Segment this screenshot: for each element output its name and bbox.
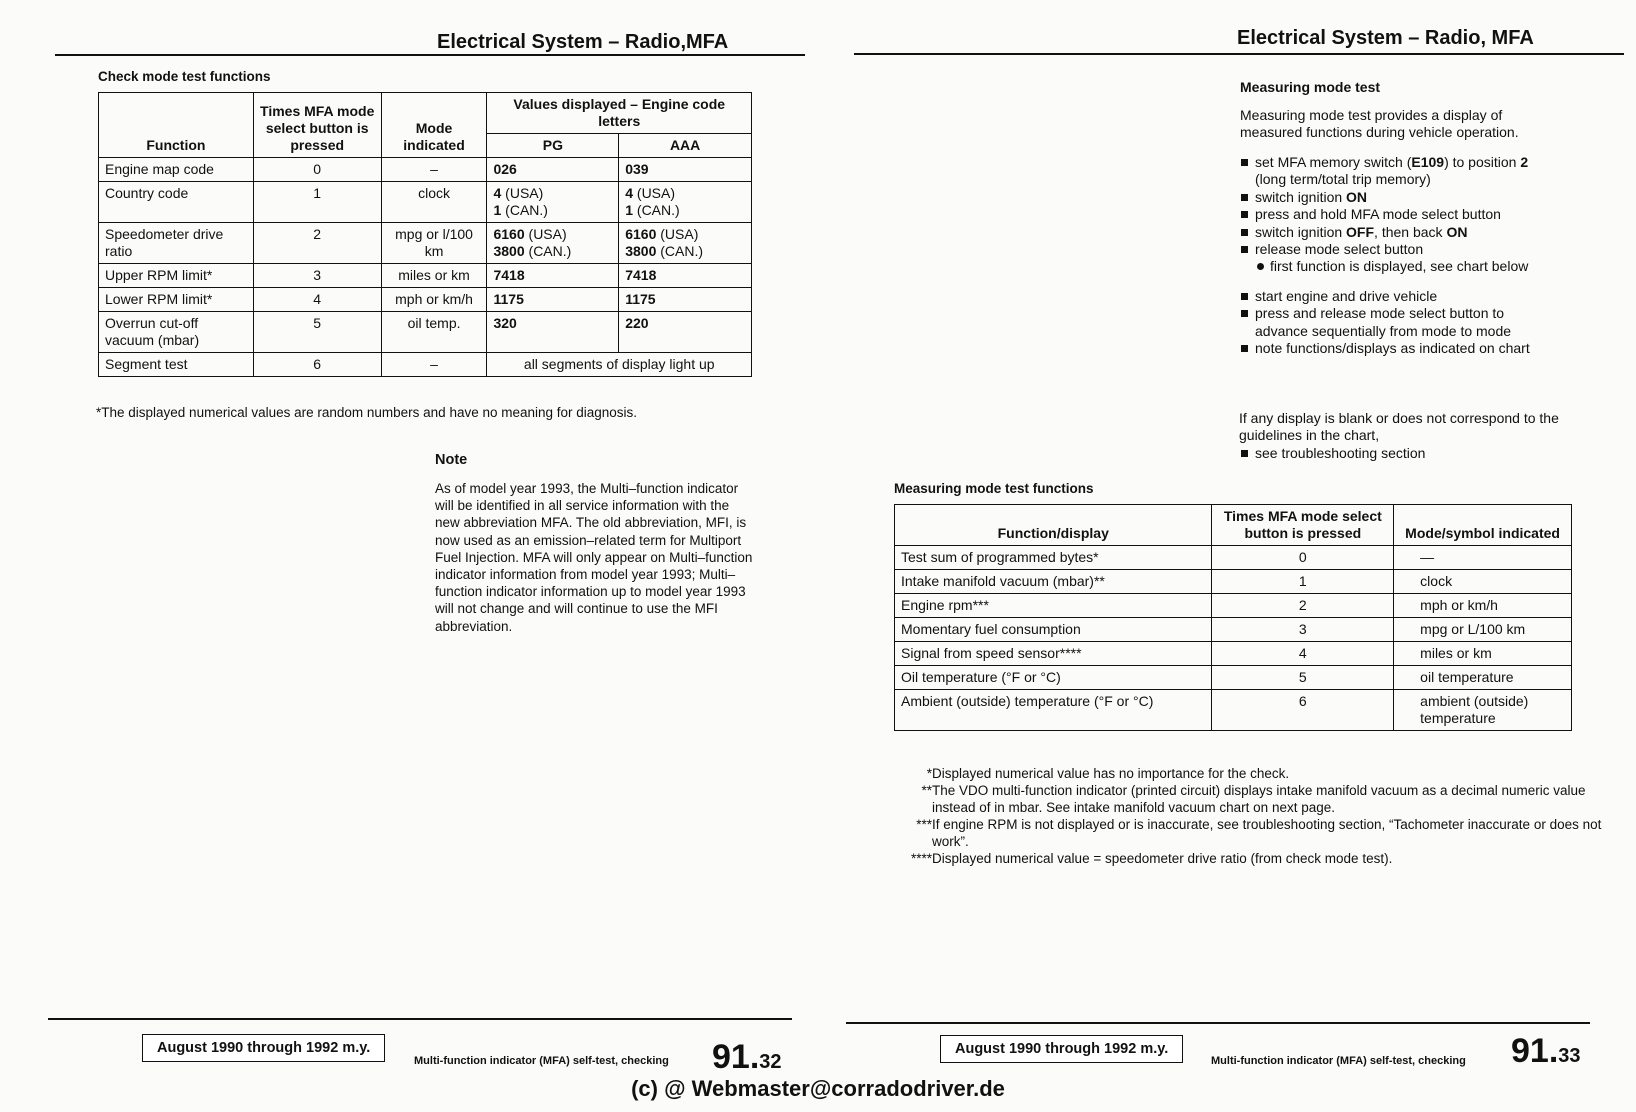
table-row [99, 158, 752, 182]
check-mode-footnote: *The displayed numerical values are random numbers and have no meaning for diagnosis. [96, 405, 638, 420]
step-bold: ON [1346, 188, 1368, 205]
cell-function: Country code [99, 182, 254, 223]
step-item [1240, 305, 1550, 340]
cell-mode: mph or km/h [1394, 594, 1572, 618]
cell-mode: mpg or L/100 km [1394, 618, 1572, 642]
cell-function: Upper RPM limit* [99, 264, 254, 288]
table-row [895, 546, 1572, 570]
right-date-box: August 1990 through 1992 m.y. [940, 1035, 1183, 1063]
cell-mode: mpg or l/100 km [381, 223, 487, 264]
table-row [895, 690, 1572, 731]
value-line [493, 185, 612, 202]
step-text: switch ignition [1255, 188, 1347, 205]
col-header-times: Times MFA mode select button is pressed [253, 93, 381, 158]
value-line [625, 226, 745, 243]
step-item [1240, 154, 1550, 189]
cell-mode: miles or km [381, 264, 487, 288]
value-line [625, 291, 745, 308]
cell-aaa-value [619, 158, 752, 182]
value-line [493, 243, 612, 260]
col-header-times: Times MFA mode select button is pressed [1212, 505, 1394, 546]
left-date-box: August 1990 through 1992 m.y. [142, 1034, 385, 1062]
table-row [895, 594, 1572, 618]
step-bold: 2 [1520, 154, 1529, 170]
cell-mode: ambient (outside) temperature [1394, 690, 1572, 731]
value-number: 026 [493, 161, 517, 177]
value-suffix: (USA) [656, 226, 699, 242]
footnote-text: Displayed numerical value = speedometer drive ratio (from check mode test). [932, 851, 1393, 866]
step-item [1240, 224, 1550, 241]
troubleshoot-list [1240, 445, 1540, 462]
table-row [99, 288, 752, 312]
table-header-row [99, 93, 752, 134]
table-row [895, 618, 1572, 642]
table-row [895, 570, 1572, 594]
step-item [1240, 206, 1550, 223]
cell-times: 5 [1212, 666, 1394, 690]
cell-times: 4 [1212, 642, 1394, 666]
cell-function: Momentary fuel consumption [895, 618, 1212, 642]
check-mode-table [98, 92, 752, 377]
right-footer-description: Multi-function indicator (MFA) self-test, checking [1211, 1055, 1466, 1067]
value-line [625, 185, 745, 202]
page-number-major: 91. [1511, 1032, 1559, 1070]
value-line [493, 315, 612, 332]
cell-mode: — [1394, 546, 1572, 570]
cell-times: 6 [253, 353, 381, 377]
page-number-minor: 33 [1558, 1045, 1581, 1067]
cell-function: Segment test [99, 353, 254, 377]
measuring-mode-table [894, 504, 1572, 731]
step-text: (long term/total trip memory) [1255, 171, 1431, 188]
cell-times: 1 [1212, 570, 1394, 594]
value-number: 7418 [493, 267, 525, 283]
left-footer-rule [48, 1018, 792, 1020]
value-suffix: (CAN.) [656, 243, 704, 259]
value-suffix: (USA) [633, 185, 676, 201]
table-row [99, 223, 752, 264]
table-row [99, 182, 752, 223]
cell-aaa-value [619, 312, 752, 353]
note-title: Note [435, 452, 468, 468]
cell-times: 0 [253, 158, 381, 182]
footnote-text: If engine RPM is not displayed or is inaccurate, see troubleshooting section, “Tachometer inaccurate or does not work”. [932, 817, 1602, 849]
step-text: set MFA memory switch ( [1255, 154, 1412, 170]
cell-mode: – [381, 353, 487, 377]
note-body: As of model year 1993, the Multi–function indicator will be identified in all service information with the new abbreviation MFA. The old abbreviation, MFI, is now used as an emission–related term for Multiport Fuel Injection. MFA will only appear on Multi–function indicator information from model year 1993; Multi–function indicator information up to model year 1993 will not change and will continue to use the MFI abbreviation. [435, 481, 753, 634]
cell-mode: miles or km [1394, 642, 1572, 666]
cell-pg-value [487, 182, 619, 223]
value-number: 7418 [625, 267, 657, 283]
cell-function: Engine map code [99, 158, 254, 182]
value-line [625, 161, 745, 178]
cell-mode: – [381, 158, 487, 182]
cell-times: 6 [1212, 690, 1394, 731]
footnote-item [888, 816, 1608, 850]
cell-function: Engine rpm*** [895, 594, 1212, 618]
value-line [493, 202, 612, 219]
cell-mode: oil temp. [381, 312, 487, 353]
col-header-function-display: Function/display [895, 505, 1212, 546]
cell-segment-value: all segments of display light up [487, 353, 752, 377]
cell-aaa-value [619, 288, 752, 312]
blank-display-paragraph: If any display is blank or does not correspond to the guidelines in the chart, [1239, 410, 1559, 444]
value-line [493, 291, 612, 308]
cell-times: 2 [253, 223, 381, 264]
value-number: 6160 [493, 226, 525, 242]
step-text: switch ignition [1255, 223, 1347, 240]
table-row [895, 666, 1572, 690]
value-number: 1 [625, 202, 634, 218]
footnote-text: The VDO multi-function indicator (printed circuit) displays intake manifold vacuum as a decimal numeric value instead of in mbar. See intake manifold vacuum chart on next page. [932, 783, 1586, 815]
measuring-mode-intro: Measuring mode test provides a display of measured functions during vehicle operation. [1240, 107, 1519, 141]
troubleshoot-item: see troubleshooting section [1240, 445, 1540, 462]
cell-aaa-value [619, 223, 752, 264]
page-number-minor: 32 [759, 1051, 782, 1073]
measuring-mode-title: Measuring mode test [1240, 79, 1381, 95]
value-suffix: (CAN.) [501, 202, 548, 218]
step-text: press and release mode select button to advance sequentially from mode to mode [1255, 305, 1512, 339]
value-line [625, 315, 745, 332]
measuring-steps-list [1240, 154, 1550, 357]
value-number: 1175 [493, 291, 524, 307]
col-header-aaa: AAA [619, 134, 752, 158]
value-suffix: (CAN.) [633, 202, 680, 218]
table-row [99, 264, 752, 288]
value-line [493, 267, 612, 284]
value-number: 3800 [493, 243, 525, 259]
value-line [493, 226, 612, 243]
value-number: 1175 [625, 291, 656, 307]
cell-function: Overrun cut-off vacuum (mbar) [99, 312, 254, 353]
value-suffix: (USA) [524, 226, 567, 242]
copyright-footer: (c) @ Webmaster@corradodriver.de [631, 1076, 1005, 1101]
left-page-number [712, 1038, 782, 1077]
step-bold: OFF [1346, 223, 1375, 240]
col-header-pg: PG [487, 134, 619, 158]
cell-pg-value [487, 288, 619, 312]
right-page [818, 0, 1636, 1112]
cell-times: 2 [1212, 594, 1394, 618]
check-mode-title: Check mode test functions [98, 69, 271, 84]
value-line [625, 243, 745, 260]
footnote-mark: * [926, 766, 932, 781]
cell-aaa-value [619, 264, 752, 288]
measuring-table-title: Measuring mode test functions [894, 481, 1094, 496]
right-footer-rule [846, 1022, 1590, 1024]
value-number: 039 [625, 161, 649, 177]
footnote-item [888, 782, 1608, 816]
cell-function: Oil temperature (°F or °C) [895, 666, 1212, 690]
left-header-rule [55, 54, 805, 56]
value-suffix: (CAN.) [524, 243, 572, 259]
value-suffix: (USA) [501, 185, 544, 201]
cell-pg-value [487, 223, 619, 264]
table-row [99, 312, 752, 353]
right-header-rule [854, 53, 1624, 55]
table-row-segment [99, 353, 752, 377]
footnote-mark: ** [921, 783, 932, 798]
step-text: press and hold MFA mode select button [1255, 206, 1501, 223]
cell-times: 3 [253, 264, 381, 288]
step-text: note functions/displays as indicated on chart [1255, 340, 1530, 357]
col-header-values: Values displayed – Engine code letters [487, 93, 752, 134]
left-header-title: Electrical System – Radio,MFA [437, 31, 729, 53]
cell-mode: clock [1394, 570, 1572, 594]
col-header-function: Function [99, 93, 254, 158]
table-header-row [895, 505, 1572, 546]
step-item [1240, 189, 1550, 206]
step-bold: E109 [1411, 154, 1445, 170]
cell-times: 0 [1212, 546, 1394, 570]
measuring-footnotes [888, 765, 1608, 867]
step-item [1240, 288, 1550, 305]
cell-pg-value [487, 158, 619, 182]
step-text: ) to position [1444, 154, 1521, 170]
step-text: release mode select button [1255, 241, 1424, 258]
cell-mode: oil temperature [1394, 666, 1572, 690]
cell-function: Test sum of programmed bytes* [895, 546, 1212, 570]
footnote-text: Displayed numerical value has no importance for the check. [932, 766, 1290, 781]
step-item [1240, 340, 1550, 357]
table-row [895, 642, 1572, 666]
footnote-mark: *** [916, 817, 932, 832]
value-number: 6160 [625, 226, 657, 242]
cell-function: Signal from speed sensor**** [895, 642, 1212, 666]
cell-times: 3 [1212, 618, 1394, 642]
value-number: 4 [625, 185, 634, 201]
cell-mode: mph or km/h [381, 288, 487, 312]
col-header-mode: Mode indicated [381, 93, 487, 158]
value-number: 3800 [625, 243, 657, 259]
footnote-item [888, 850, 1608, 867]
cell-aaa-value [619, 182, 752, 223]
cell-function: Lower RPM limit* [99, 288, 254, 312]
value-number: 320 [493, 315, 517, 331]
step-text: start engine and drive vehicle [1255, 287, 1438, 304]
cell-function: Intake manifold vacuum (mbar)** [895, 570, 1212, 594]
step-text: , then back [1374, 223, 1447, 240]
value-number: 1 [493, 202, 502, 218]
footnote-mark: **** [910, 851, 932, 866]
cell-times: 1 [253, 182, 381, 223]
page-number-major: 91. [712, 1038, 760, 1076]
value-line [625, 267, 745, 284]
step-text: first function is displayed, see chart below [1270, 258, 1529, 275]
cell-mode: clock [381, 182, 487, 223]
left-footer-description: Multi-function indicator (MFA) self-test, checking [414, 1055, 669, 1067]
value-line [493, 161, 612, 178]
step-bold: ON [1446, 223, 1468, 240]
cell-times: 5 [253, 312, 381, 353]
cell-times: 4 [253, 288, 381, 312]
value-number: 220 [625, 315, 649, 331]
footnote-item [888, 765, 1608, 782]
value-number: 4 [493, 185, 502, 201]
cell-function: Ambient (outside) temperature (°F or °C) [895, 690, 1212, 731]
step-item [1240, 241, 1550, 258]
right-page-number [1511, 1032, 1581, 1071]
col-header-mode-symbol: Mode/symbol indicated [1394, 505, 1572, 546]
cell-pg-value [487, 264, 619, 288]
right-header-title: Electrical System – Radio, MFA [1237, 27, 1534, 49]
cell-function: Speedometer drive ratio [99, 223, 254, 264]
step-item [1240, 258, 1550, 275]
cell-pg-value [487, 312, 619, 353]
value-line [625, 202, 745, 219]
